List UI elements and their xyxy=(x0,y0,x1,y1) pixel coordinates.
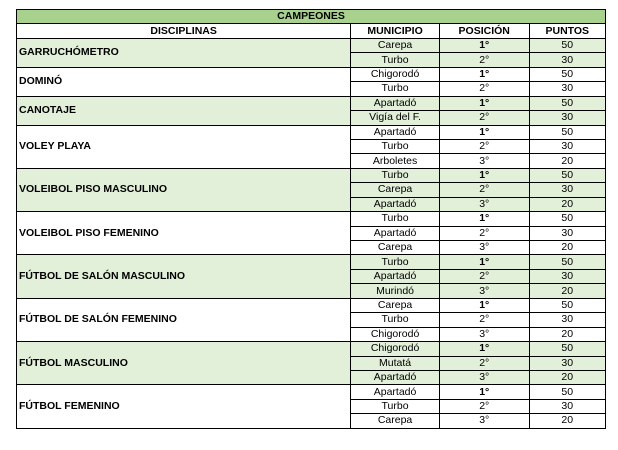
puntos-cell: 20 xyxy=(529,370,605,384)
discipline-cell: FÚTBOL MASCULINO xyxy=(17,342,351,385)
puntos-cell: 50 xyxy=(529,255,605,269)
posicion-cell: 3° xyxy=(439,414,529,428)
municipio-cell: Apartadó xyxy=(351,385,440,399)
puntos-cell: 30 xyxy=(529,399,605,413)
puntos-cell: 50 xyxy=(529,38,605,52)
posicion-cell: 2° xyxy=(439,53,529,67)
municipio-cell: Carepa xyxy=(351,414,440,428)
table-row xyxy=(17,212,606,226)
municipio-cell: Carepa xyxy=(351,38,440,52)
municipio-cell: Vigía del F. xyxy=(351,111,440,125)
posicion-cell: 1° xyxy=(439,96,529,110)
puntos-cell: 50 xyxy=(529,96,605,110)
municipio-cell: Chigorodó xyxy=(351,327,440,341)
header-posicion: POSICIÓN xyxy=(439,24,529,38)
posicion-cell: 3° xyxy=(439,284,529,298)
puntos-cell: 30 xyxy=(529,183,605,197)
posicion-cell: 1° xyxy=(439,255,529,269)
posicion-cell: 2° xyxy=(439,82,529,96)
municipio-cell: Apartadó xyxy=(351,197,440,211)
municipio-cell: Turbo xyxy=(351,168,440,182)
municipio-cell: Chigorodó xyxy=(351,67,440,81)
puntos-cell: 30 xyxy=(529,82,605,96)
posicion-cell: 1° xyxy=(439,385,529,399)
header-puntos: PUNTOS xyxy=(529,24,605,38)
header-disciplinas: DISCIPLINAS xyxy=(17,24,351,38)
puntos-cell: 30 xyxy=(529,269,605,283)
discipline-cell: DOMINÓ xyxy=(17,67,351,96)
discipline-cell: GARRUCHÓMETRO xyxy=(17,38,351,67)
table-row xyxy=(17,67,606,81)
puntos-cell: 20 xyxy=(529,414,605,428)
municipio-cell: Apartadó xyxy=(351,370,440,384)
discipline-cell: FÚTBOL FEMENINO xyxy=(17,385,351,428)
discipline-cell: FÚTBOL DE SALÓN FEMENINO xyxy=(17,298,351,341)
posicion-cell: 1° xyxy=(439,67,529,81)
municipio-cell: Turbo xyxy=(351,313,440,327)
posicion-cell: 2° xyxy=(439,313,529,327)
puntos-cell: 30 xyxy=(529,313,605,327)
puntos-cell: 30 xyxy=(529,226,605,240)
municipio-cell: Turbo xyxy=(351,82,440,96)
puntos-cell: 30 xyxy=(529,111,605,125)
municipio-cell: Turbo xyxy=(351,255,440,269)
posicion-cell: 2° xyxy=(439,226,529,240)
table-row xyxy=(17,38,606,52)
posicion-cell: 3° xyxy=(439,241,529,255)
header-row xyxy=(17,24,606,38)
puntos-cell: 50 xyxy=(529,168,605,182)
puntos-cell: 50 xyxy=(529,125,605,139)
municipio-cell: Arboletes xyxy=(351,154,440,168)
puntos-cell: 30 xyxy=(529,139,605,153)
posicion-cell: 3° xyxy=(439,154,529,168)
table-row xyxy=(17,168,606,182)
campeones-table xyxy=(16,9,606,429)
posicion-cell: 1° xyxy=(439,168,529,182)
posicion-cell: 2° xyxy=(439,399,529,413)
posicion-cell: 3° xyxy=(439,197,529,211)
puntos-cell: 20 xyxy=(529,284,605,298)
municipio-cell: Apartadó xyxy=(351,269,440,283)
municipio-cell: Turbo xyxy=(351,53,440,67)
title-row xyxy=(17,10,606,24)
posicion-cell: 2° xyxy=(439,269,529,283)
posicion-cell: 1° xyxy=(439,212,529,226)
table-row xyxy=(17,298,606,312)
puntos-cell: 30 xyxy=(529,53,605,67)
posicion-cell: 1° xyxy=(439,125,529,139)
puntos-cell: 50 xyxy=(529,212,605,226)
table-title: CAMPEONES xyxy=(17,10,606,24)
table-row xyxy=(17,125,606,139)
table-row xyxy=(17,96,606,110)
municipio-cell: Turbo xyxy=(351,139,440,153)
discipline-cell: CANOTAJE xyxy=(17,96,351,125)
posicion-cell: 3° xyxy=(439,370,529,384)
municipio-cell: Carepa xyxy=(351,241,440,255)
discipline-cell: FÚTBOL DE SALÓN MASCULINO xyxy=(17,255,351,298)
puntos-cell: 50 xyxy=(529,342,605,356)
table-row xyxy=(17,255,606,269)
puntos-cell: 50 xyxy=(529,67,605,81)
posicion-cell: 2° xyxy=(439,111,529,125)
municipio-cell: Carepa xyxy=(351,298,440,312)
municipio-cell: Mutatá xyxy=(351,356,440,370)
puntos-cell: 30 xyxy=(529,356,605,370)
posicion-cell: 3° xyxy=(439,327,529,341)
puntos-cell: 50 xyxy=(529,385,605,399)
posicion-cell: 2° xyxy=(439,183,529,197)
posicion-cell: 1° xyxy=(439,342,529,356)
posicion-cell: 2° xyxy=(439,356,529,370)
puntos-cell: 50 xyxy=(529,298,605,312)
municipio-cell: Apartadó xyxy=(351,96,440,110)
municipio-cell: Apartadó xyxy=(351,226,440,240)
municipio-cell: Apartadó xyxy=(351,125,440,139)
municipio-cell: Murindó xyxy=(351,284,440,298)
header-municipio: MUNICIPIO xyxy=(351,24,440,38)
municipio-cell: Carepa xyxy=(351,183,440,197)
municipio-cell: Chigorodó xyxy=(351,342,440,356)
puntos-cell: 20 xyxy=(529,197,605,211)
discipline-cell: VOLEIBOL PISO FEMENINO xyxy=(17,212,351,255)
table-row xyxy=(17,385,606,399)
municipio-cell: Turbo xyxy=(351,212,440,226)
posicion-cell: 2° xyxy=(439,139,529,153)
puntos-cell: 20 xyxy=(529,154,605,168)
table-row xyxy=(17,342,606,356)
municipio-cell: Turbo xyxy=(351,399,440,413)
posicion-cell: 1° xyxy=(439,298,529,312)
discipline-cell: VOLEY PLAYA xyxy=(17,125,351,168)
puntos-cell: 20 xyxy=(529,327,605,341)
discipline-cell: VOLEIBOL PISO MASCULINO xyxy=(17,168,351,211)
puntos-cell: 20 xyxy=(529,241,605,255)
posicion-cell: 1° xyxy=(439,38,529,52)
